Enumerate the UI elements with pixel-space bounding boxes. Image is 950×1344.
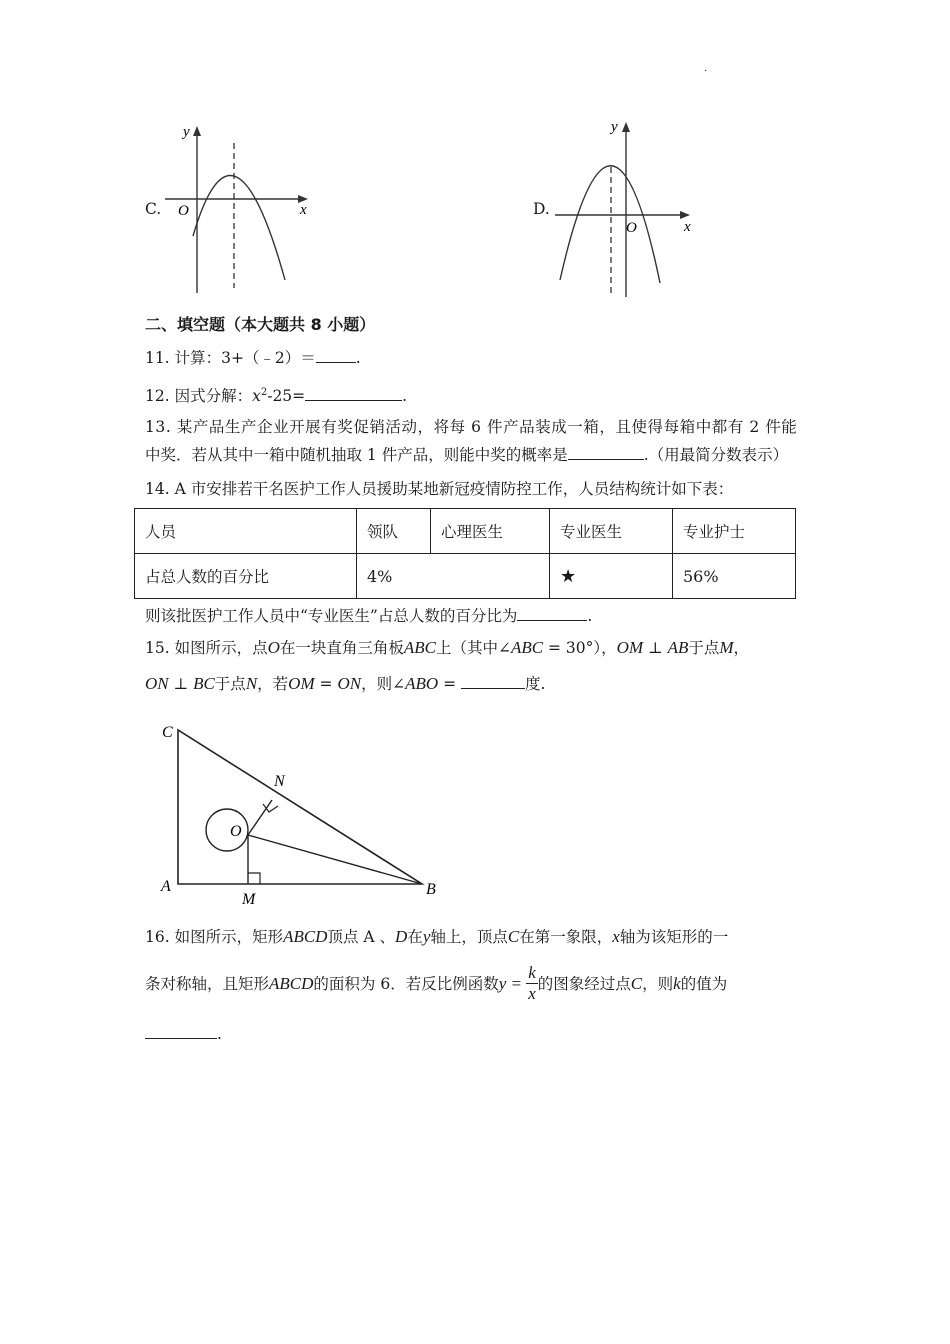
point-m-label: M	[242, 891, 256, 908]
q16-math: C	[630, 974, 643, 993]
fraction-k-over-x	[526, 963, 538, 1004]
x-axis-label: x	[300, 202, 307, 218]
x-axis-label: x	[684, 219, 691, 235]
q16-math: y	[422, 927, 431, 946]
option-c-label: C.	[145, 200, 162, 218]
table-header-cell: 专业护士	[673, 509, 796, 554]
y-axis-label: y	[183, 124, 190, 140]
q15-text: ⊥	[168, 675, 194, 693]
q15-math: AB	[667, 638, 689, 657]
table-header-cell: 领队	[357, 509, 431, 554]
q13-line2b: .（用最简分数表示）	[643, 446, 789, 464]
q16-math: D	[395, 927, 408, 946]
q16-text: 轴上，顶点	[430, 928, 508, 946]
table-header-cell: 人员	[135, 509, 357, 554]
q16-text: 的值为	[680, 975, 728, 993]
point-b-label: B	[426, 881, 436, 898]
q15-math: O	[267, 638, 280, 657]
q16-text: 16. 如图所示，矩形	[145, 928, 284, 946]
q16-text: 顶点 A 、	[327, 928, 396, 946]
q16-math: k	[673, 974, 681, 993]
table-cell: 4%	[357, 554, 550, 599]
q15-text: ，	[733, 639, 750, 657]
q15-text: 度.	[524, 675, 546, 693]
question-14-after	[145, 606, 592, 626]
table-header-row	[135, 509, 796, 554]
q15-math: OM	[616, 638, 644, 657]
q16-blank	[145, 1024, 217, 1039]
q13-line2a: 中奖．若从其中一箱中随机抽取 1 件产品，则能中奖的概率是	[145, 446, 568, 464]
x-axis-arrow	[680, 211, 690, 219]
q11-blank	[316, 348, 356, 363]
question-11	[145, 348, 361, 368]
option-d-graph	[550, 115, 700, 305]
q15-math: BC	[193, 674, 215, 693]
q11-text: 11. 计算：3+（﹣2）＝	[145, 349, 316, 367]
q16-text: ，则	[642, 975, 674, 993]
q15-text: ，若	[257, 675, 289, 693]
fraction-numerator: k	[528, 962, 536, 982]
q15-text: 上（其中∠	[435, 639, 511, 657]
option-d-label: D.	[533, 200, 550, 218]
question-16-line2	[145, 964, 727, 1006]
origin-label: O	[178, 203, 189, 219]
statistics-table	[134, 508, 796, 599]
q16-text: 的图象经过点	[537, 975, 631, 993]
dot-mark: ·	[704, 66, 708, 77]
q15-text: ⊥	[643, 639, 668, 657]
y-axis-label: y	[611, 119, 618, 135]
table-row	[135, 554, 796, 599]
table-row-label: 占总人数的百分比	[135, 554, 357, 599]
q15-text: =	[314, 675, 338, 693]
q15-math: ABO	[405, 674, 439, 693]
question-16-line3	[145, 1024, 222, 1044]
q14-after-b: .	[587, 607, 593, 625]
q14-after-a: 则该批医护工作人员中“专业医生”占总人数的百分比为	[145, 607, 518, 625]
q15-math: N	[245, 674, 258, 693]
y-axis-arrow	[193, 126, 201, 136]
q15-math: ABC	[510, 638, 544, 657]
triangle-abc	[178, 730, 422, 884]
q16-end: .	[217, 1025, 222, 1043]
q13-blank	[568, 445, 644, 460]
q12-var: x	[252, 387, 261, 406]
q15-text: 在一块直角三角板	[279, 639, 404, 657]
parabola	[193, 176, 285, 280]
segment-ob	[248, 835, 422, 884]
q15-text: =	[438, 675, 461, 693]
section-title: 二、填空题（本大题共 8 小题）	[145, 315, 376, 334]
table-cell: 56%	[673, 554, 796, 599]
q16-math: C	[507, 927, 520, 946]
q15-blank	[461, 674, 525, 689]
q12-blank	[305, 386, 402, 401]
q15-math: ON	[145, 674, 169, 693]
point-o-label: O	[230, 823, 242, 840]
table-header-cell: 心理医生	[431, 509, 550, 554]
q12-end: .	[402, 387, 408, 406]
q16-text: 条对称轴，且矩形	[145, 975, 270, 993]
point-c-label: C	[162, 724, 173, 741]
q12-rest: -25=	[267, 387, 306, 406]
table-cell: ★	[550, 554, 673, 599]
q16-math: ABCD	[283, 927, 328, 946]
question-15-line1	[145, 638, 749, 658]
q16-math: ABCD	[269, 974, 314, 993]
q15-math: OM	[288, 674, 315, 693]
q14-intro: 14. A 市安排若干名医护工作人员援助某地新冠疫情防控工作，人员结构统计如下表：	[145, 480, 734, 498]
q16-text: 在第一象限，	[519, 928, 613, 946]
q15-text: 15. 如图所示，点	[145, 639, 268, 657]
q15-math: M	[719, 638, 734, 657]
q11-end: .	[355, 349, 361, 367]
point-n-label: N	[274, 773, 285, 790]
question-13-line2	[145, 445, 788, 465]
q15-text: = 30°），	[543, 639, 617, 657]
circle-o	[206, 809, 248, 851]
y-axis-arrow	[622, 122, 630, 132]
q15-text: ，则∠	[361, 675, 406, 693]
q16-text: 的面积为 6．若反比例函数	[313, 975, 499, 993]
triangle-figure	[150, 715, 450, 910]
question-15-line2	[145, 674, 545, 694]
q13-line1: 13. 某产品生产企业开展有奖促销活动，将每 6 件产品装成一箱，且使得每箱中都有 2 件能	[145, 418, 798, 436]
q14-blank	[517, 606, 587, 621]
q15-math: ABC	[403, 638, 436, 657]
point-a-label: A	[161, 878, 171, 895]
fraction-denominator: x	[528, 983, 536, 1003]
q16-math: x	[612, 927, 620, 946]
origin-label: O	[626, 220, 637, 236]
q15-math: ON	[337, 674, 362, 693]
q15-text: 于点	[214, 675, 246, 693]
option-c-graph	[160, 118, 320, 298]
table-header-cell: 专业医生	[550, 509, 673, 554]
q16-math: y =	[498, 974, 527, 993]
parabola	[560, 166, 660, 283]
question-16-line1	[145, 927, 728, 947]
q12-exponent: 2	[260, 387, 268, 398]
q16-text: 在	[407, 928, 423, 946]
question-12	[145, 383, 407, 406]
q12-prefix: 12. 因式分解：	[145, 387, 253, 406]
q15-text: 于点	[688, 639, 720, 657]
q16-text: 轴为该矩形的一	[619, 928, 729, 946]
right-angle-m	[248, 873, 260, 884]
segment-on	[248, 800, 272, 835]
